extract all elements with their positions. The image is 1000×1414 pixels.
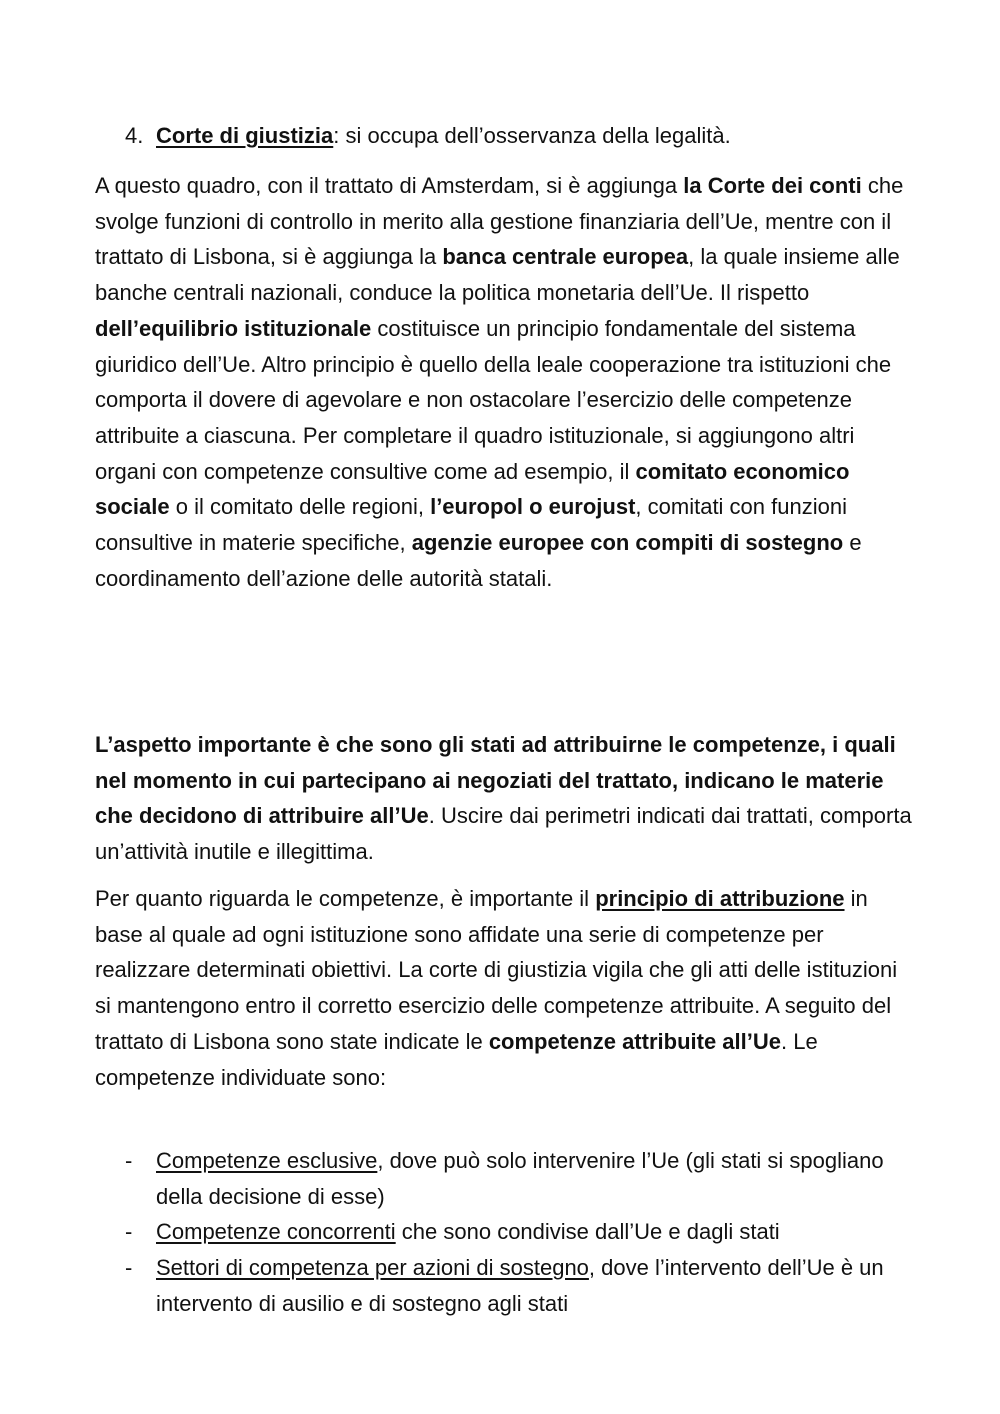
list-item-term: Settori di competenza per azioni di sostegno	[156, 1255, 589, 1281]
bold-principio	[595, 886, 844, 911]
text-run: o il comitato delle regioni,	[169, 494, 431, 520]
list-number: 4.	[125, 123, 144, 148]
text-run: , la quale insieme alle banche centrali nazionali, conduce la politica monetaria dell’Ue. Il rispetto	[95, 244, 900, 306]
text-run: in base al quale ad ogni istituzione sono affidate una serie di competenze per realizzare determinati obiettivi. La corte di giustizia vigila che gli atti delle istituzioni si mantengono entro il corretto esercizio delle competenze attribuite. A seguito del trattato di Lisbona sono state indicate le	[95, 886, 898, 1054]
list-item-text: , dove l’intervento dell’Ue è un intervento di ausilio e di sostegno agli stati	[156, 1255, 884, 1316]
bold-agenzie: agenzie europee con compiti di sostegno	[411, 530, 844, 556]
dash-bullet: -	[125, 1255, 133, 1281]
text-run: che svolge funzioni di controllo in merito alla gestione finanziaria dell’Ue, mentre con il trattato di Lisbona, si è aggiunga la	[95, 173, 904, 270]
text-run: , comitati con funzioni consultive in materie specifiche,	[95, 494, 847, 556]
bold-underlined-principio: principio di attribuzione	[595, 886, 845, 911]
text-run: . Le competenze individuate sono:	[95, 1028, 818, 1090]
text-run: costituisce un principio fondamentale del sistema giuridico dell’Ue. Altro principio è quello della leale cooperazione tra istituzioni che comporta il dovere di agevolare e non ostacolare l’esercizio delle competenze attribuite a ciascuna. Per completare il quadro istituzionale, si aggiungono altri organi con competenze consultive come ad esempio, il	[95, 315, 892, 484]
bold-competenze-attribuite: competenze attribuite all’Ue	[488, 1028, 781, 1054]
text-run: e coordinamento dell’azione delle autorità statali.	[95, 530, 862, 591]
list-item	[95, 1250, 895, 1321]
text-run: A questo quadro, con il trattato di Amsterdam, si è aggiunga	[95, 173, 684, 198]
bold-banca-centrale: banca centrale europea	[442, 244, 689, 270]
dash-bullet: -	[125, 1219, 133, 1245]
bold-important-aspect: L’aspetto importante è che sono gli stati ad attribuirne le competenze, i quali nel momento in cui partecipano ai negoziati del trattato, indicano le materie che decidono di attribuire all’Ue	[95, 732, 896, 829]
text-run: . Uscire dai perimetri indicati dai trattati, comporta un’attività inutile e illegittima.	[95, 803, 912, 865]
text-run: Per quanto riguarda le competenze, è importante il	[95, 886, 596, 911]
list-item-term: Competenze concorrenti	[156, 1219, 396, 1245]
numbered-item-4	[125, 118, 905, 154]
dash-bullet: -	[125, 1148, 133, 1173]
competences-list	[95, 1143, 895, 1322]
paragraph-competences	[95, 881, 915, 1095]
list-item	[95, 1143, 895, 1214]
list-item	[95, 1214, 895, 1250]
paragraph-important-aspect	[95, 727, 915, 870]
bold-comitato: comitato economico sociale	[95, 458, 850, 520]
list-item-text: che sono condivise dall’Ue e dagli stati	[395, 1219, 780, 1245]
bold-equilibrio: dell’equilibrio istituzionale	[95, 315, 372, 341]
item-term	[156, 123, 333, 148]
item-text: : si occupa dell’osservanza della legalità.	[333, 123, 731, 148]
bold-europol: l’europol o eurojust	[430, 494, 636, 520]
list-item-term: Competenze esclusive	[156, 1148, 378, 1173]
paragraph-institutions	[95, 168, 915, 596]
item-term-underlined: Corte di giustizia	[156, 123, 334, 148]
bold-corte-dei-conti: la Corte dei conti	[683, 173, 862, 198]
list-item-text: , dove può solo intervenire l’Ue (gli stati si spogliano della decisione di esse)	[156, 1148, 884, 1209]
